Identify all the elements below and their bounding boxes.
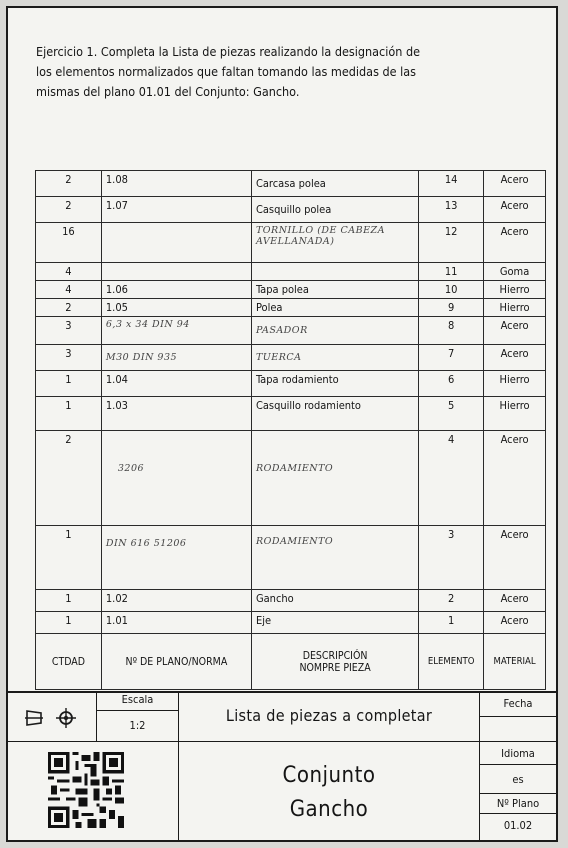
header-desc-line-2: NOMPRE PIEZA [299,661,371,674]
table-row [36,171,546,197]
cell-element: 10 [419,281,484,299]
cell-desc-handwritten: RODAMIENTO [251,526,418,590]
cell-material: Acero [484,590,546,612]
cell-element: 8 [419,317,484,345]
cell-element: 14 [419,171,484,197]
table-row [36,223,546,263]
fecha-label: Fecha [503,697,533,710]
cell-material: Acero [484,526,546,590]
header-desc [251,634,418,690]
cell-element: 9 [419,299,484,317]
exercise-line-1: Ejercicio 1. Completa la Lista de piezas realizando la designación de [36,44,421,59]
cell-qty: 4 [36,263,102,281]
cell-desc: Tapa polea [251,281,418,299]
table-row [36,612,546,634]
cell-material: Hierro [484,299,546,317]
divider [8,691,556,693]
escala-value: 1:2 [129,719,146,732]
table-row [36,281,546,299]
cell-qty: 2 [36,431,102,526]
divider [479,716,556,717]
divider [479,793,556,794]
parts-list-table [35,170,546,690]
idioma-label: Idioma [501,747,535,760]
assembly-name-line-1: Conjunto [282,763,376,788]
cell-element: 11 [419,263,484,281]
table-row [36,263,546,281]
cell-desc: Polea [251,299,418,317]
cell-qty: 1 [36,590,102,612]
assembly-name [179,759,479,827]
cell-plano: 1.03 [101,397,251,431]
header-element: ELEMENTO [419,634,484,690]
plano-value: 01.02 [503,819,533,832]
assembly-name-line-2: Gancho [289,797,369,822]
plano-label: Nº Plano [496,797,540,810]
cell-element: 3 [419,526,484,590]
cell-material: Acero [484,612,546,634]
cell-qty: 3 [36,317,102,345]
table-row [36,197,546,223]
cell-desc: Tapa rodamiento [251,371,418,397]
cell-element: 6 [419,371,484,397]
cell-plano-handwritten: 6,3 x 34 DIN 94 [101,317,251,345]
cell-desc-handwritten: PASADOR [251,317,418,345]
cell-plano [101,263,251,281]
cell-material: Hierro [484,397,546,431]
cell-material: Acero [484,345,546,371]
drawing-title: Lista de piezas a completar [225,706,433,725]
cell-desc: Gancho [251,590,418,612]
cell-qty: 3 [36,345,102,371]
qr-code-icon [48,752,124,828]
cell-desc-line-2: AVELLANADA) [255,236,335,247]
cell-plano: 1.07 [101,197,251,223]
exercise-line-3: mismas del plano 01.01 del Conjunto: Gancho. [36,84,300,99]
cell-plano: 1.01 [101,612,251,634]
cell-qty: 1 [36,371,102,397]
exercise-line-2: los elementos normalizados que faltan tomando las medidas de las [36,64,417,79]
cell-plano: 1.08 [101,171,251,197]
cell-material: Acero [484,223,546,263]
divider [479,691,480,840]
cell-material: Goma [484,263,546,281]
cell-material: Acero [484,317,546,345]
cell-plano: 1.05 [101,299,251,317]
cell-plano: 1.04 [101,371,251,397]
cell-desc-handwritten: TUERCA [251,345,418,371]
cell-element: 2 [419,590,484,612]
cell-desc-line-1: TORNILLO (DE CABEZA [255,225,385,236]
divider [479,764,556,765]
divider [96,710,178,711]
cell-element: 5 [419,397,484,431]
cell-element: 13 [419,197,484,223]
exercise-statement [36,42,506,102]
cell-qty: 16 [36,223,102,263]
divider [8,741,556,742]
cell-element: 4 [419,431,484,526]
table-row [36,431,546,526]
header-desc-line-1: DESCRIPCIÓN [302,649,368,662]
cell-material: Acero [484,171,546,197]
projection-symbol-icon [22,707,82,729]
cell-qty: 4 [36,281,102,299]
cell-desc-handwritten: RODAMIENTO [251,431,418,526]
cell-plano: 1.02 [101,590,251,612]
cell-desc: Casquillo rodamiento [251,397,418,431]
cell-material: Acero [484,197,546,223]
cell-qty: 2 [36,197,102,223]
cell-element: 1 [419,612,484,634]
cell-plano-handwritten: M30 DIN 935 [101,345,251,371]
cell-material: Hierro [484,371,546,397]
cell-plano: 1.06 [101,281,251,299]
cell-qty: 1 [36,526,102,590]
table-row [36,299,546,317]
cell-desc-handwritten [251,223,418,263]
cell-desc: Casquillo polea [251,197,418,223]
cell-desc: Eje [251,612,418,634]
cell-plano [101,223,251,263]
escala-label: Escala [121,693,154,706]
cell-qty: 2 [36,299,102,317]
idioma-value: es [512,773,524,786]
cell-element: 12 [419,223,484,263]
cell-material: Acero [484,431,546,526]
table-row [36,317,546,345]
table-row [36,397,546,431]
cell-material: Hierro [484,281,546,299]
table-row [36,345,546,371]
cell-desc [251,263,418,281]
drawing-sheet [6,6,558,842]
divider [479,813,556,814]
cell-qty: 1 [36,397,102,431]
cell-qty: 1 [36,612,102,634]
header-qty: CTDAD [36,634,102,690]
cell-element: 7 [419,345,484,371]
header-material: MATERIAL [484,634,546,690]
header-plano: Nº DE PLANO/NORMA [101,634,251,690]
cell-desc: Carcasa polea [251,171,418,197]
table-row [36,590,546,612]
table-row [36,371,546,397]
cell-qty: 2 [36,171,102,197]
cell-plano-handwritten: DIN 616 51206 [101,526,251,590]
cell-plano-handwritten: 3206 [101,431,251,526]
table-header-row [36,634,546,690]
table-row [36,526,546,590]
